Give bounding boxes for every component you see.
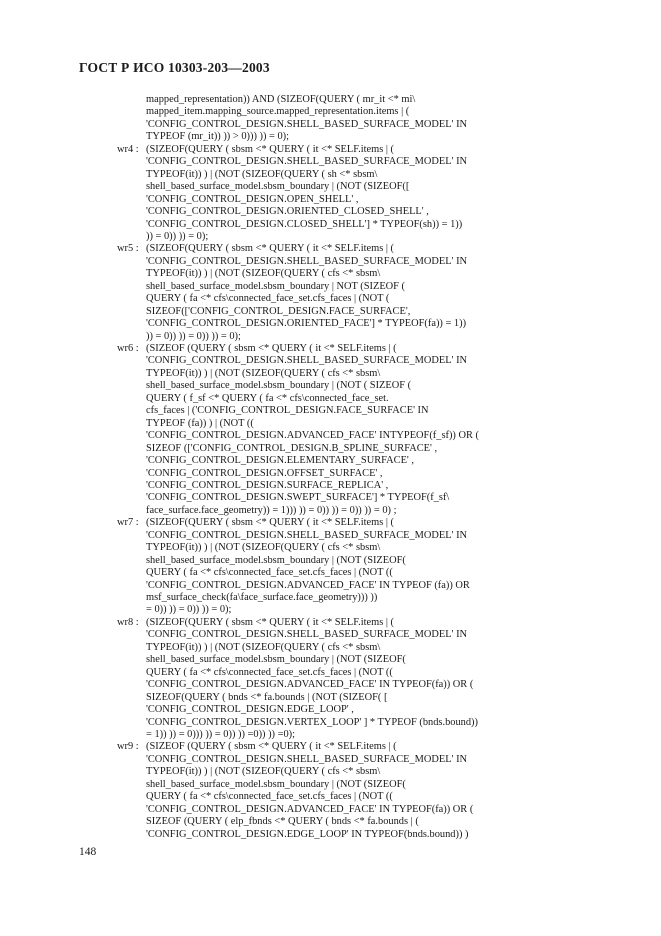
rule-label: wr8 : xyxy=(117,616,139,628)
code-line: TYPEOF(it)) ) | (NOT (SIZEOF(QUERY ( cfs <* sbsm\ xyxy=(146,542,381,554)
code-line: (SIZEOF(QUERY ( sbsm <* QUERY ( it <* SELF.items | ( xyxy=(146,143,395,155)
code-line: QUERY ( fa <* cfs\connected_face_set.cfs_faces | (NOT ( xyxy=(146,293,390,305)
code-line: TYPEOF(it)) ) | (NOT (SIZEOF(QUERY ( cfs <* sbsm\ xyxy=(146,641,381,653)
code-line: 'CONFIG_CONTROL_DESIGN.SHELL_BASED_SURFACE_MODEL' IN xyxy=(146,255,468,267)
code-line: shell_based_surface_model.sbsm_boundary | NOT (SIZEOF ( xyxy=(146,280,406,292)
code-line: 'CONFIG_CONTROL_DESIGN.ADVANCED_FACE' IN TYPEOF(fa)) OR ( xyxy=(146,679,474,691)
code-line: shell_based_surface_model.sbsm_boundary | (NOT (SIZEOF( xyxy=(146,554,406,566)
code-line: (SIZEOF(QUERY ( sbsm <* QUERY ( it <* SELF.items | ( xyxy=(146,517,395,529)
code-line: = 1)) )) = 0))) )) = 0)) )) =0)) )) =0); xyxy=(146,728,296,740)
rule-label: wr9 : xyxy=(117,741,139,753)
code-line: QUERY ( fa <* cfs\connected_face_set.cfs_faces | (NOT (( xyxy=(146,791,393,803)
rule-label: wr5 : xyxy=(117,243,139,255)
rule-label: wr7 : xyxy=(117,517,139,529)
code-line: msf_surface_check(fa\face_surface.face_geometry))) )) xyxy=(146,592,378,603)
code-line: shell_based_surface_model.sbsm_boundary | (NOT ( SIZEOF ( xyxy=(146,380,412,392)
code-line: shell_based_surface_model.sbsm_boundary | (NOT (SIZEOF([ xyxy=(146,181,410,193)
code-line: 'CONFIG_CONTROL_DESIGN.EDGE_LOOP' , xyxy=(146,704,354,716)
code-line: QUERY ( fa <* cfs\connected_face_set.cfs_faces | (NOT (( xyxy=(146,567,393,579)
code-line: TYPEOF(it)) ) | (NOT (SIZEOF(QUERY ( cfs <* sbsm\ xyxy=(146,367,381,379)
code-line: (SIZEOF (QUERY ( sbsm <* QUERY ( it <* SELF.items | ( xyxy=(146,741,397,753)
page-header: ГОСТ Р ИСО 10303-203—2003 xyxy=(79,60,270,75)
code-line: (SIZEOF(QUERY ( sbsm <* QUERY ( it <* SELF.items | ( xyxy=(146,616,395,628)
code-line: SIZEOF(QUERY ( bnds <* fa.bounds | (NOT (SIZEOF( [ xyxy=(146,691,388,703)
code-line: TYPEOF(it)) ) | (NOT (SIZEOF(QUERY ( cfs <* sbsm\ xyxy=(146,268,381,280)
code-line: 'CONFIG_CONTROL_DESIGN.CLOSED_SHELL'] * TYPEOF(sh)) = 1)) xyxy=(146,218,463,230)
code-line: 'CONFIG_CONTROL_DESIGN.ADVANCED_FACE' INTYPEOF(f_sf)) OR ( xyxy=(146,430,479,442)
code-line: shell_based_surface_model.sbsm_boundary | (NOT (SIZEOF( xyxy=(146,778,406,790)
code-line: )) = 0)) )) = 0); xyxy=(146,230,209,242)
code-line: cfs_faces | ('CONFIG_CONTROL_DESIGN.FACE_SURFACE' IN xyxy=(146,405,429,417)
code-line: 'CONFIG_CONTROL_DESIGN.ORIENTED_FACE'] * TYPEOF(fa)) = 1)) xyxy=(146,318,467,330)
code-line: SIZEOF (QUERY ( elp_fbnds <* QUERY ( bnds <* fa.bounds | ( xyxy=(146,816,419,828)
code-line: 'CONFIG_CONTROL_DESIGN.SHELL_BASED_SURFACE_MODEL' IN xyxy=(146,156,468,168)
code-line: 'CONFIG_CONTROL_DESIGN.SHELL_BASED_SURFACE_MODEL' IN xyxy=(146,629,468,641)
code-line: 'CONFIG_CONTROL_DESIGN.ADVANCED_FACE' IN TYPEOF(fa)) OR ( xyxy=(146,803,474,815)
code-line: 'CONFIG_CONTROL_DESIGN.VERTEX_LOOP' ] * TYPEOF (bnds.bound)) xyxy=(146,716,478,728)
code-line: 'CONFIG_CONTROL_DESIGN.EDGE_LOOP' IN TYPEOF(bnds.bound)) ) xyxy=(146,828,469,840)
code-line: face_surface.face_geometry)) = 1))) )) = 0)) )) = 0)) )) = 0) ; xyxy=(146,504,397,516)
code-line: 'CONFIG_CONTROL_DESIGN.ADVANCED_FACE' IN TYPEOF (fa)) OR xyxy=(146,579,470,591)
rule-label: wr4 : xyxy=(117,143,139,155)
code-line: )) = 0)) )) = 0)) )) = 0); xyxy=(146,330,241,342)
code-line: 'CONFIG_CONTROL_DESIGN.SHELL_BASED_SURFACE_MODEL' IN xyxy=(146,753,468,765)
code-line: 'CONFIG_CONTROL_DESIGN.SURFACE_REPLICA' , xyxy=(146,479,389,491)
code-line: 'CONFIG_CONTROL_DESIGN.SHELL_BASED_SURFACE_MODEL' IN xyxy=(146,118,468,130)
code-line: 'CONFIG_CONTROL_DESIGN.OPEN_SHELL' , xyxy=(146,193,359,205)
code-line: 'CONFIG_CONTROL_DESIGN.OFFSET_SURFACE' , xyxy=(146,467,383,479)
code-line: 'CONFIG_CONTROL_DESIGN.SWEPT_SURFACE'] * TYPEOF(f_sf\ xyxy=(146,492,450,504)
code-line: QUERY ( f_sf <* QUERY ( fa <* cfs\connected_face_set. xyxy=(146,392,389,404)
code-line: 'CONFIG_CONTROL_DESIGN.SHELL_BASED_SURFACE_MODEL' IN xyxy=(146,529,468,541)
page-number: 148 xyxy=(79,846,97,858)
code-line: 'CONFIG_CONTROL_DESIGN.ELEMENTARY_SURFACE' , xyxy=(146,455,414,467)
code-line: (SIZEOF (QUERY ( sbsm <* QUERY ( it <* SELF.items | ( xyxy=(146,343,397,354)
code-line: QUERY ( fa <* cfs\connected_face_set.cfs_faces | (NOT (( xyxy=(146,666,393,678)
code-line: TYPEOF (fa)) ) | (NOT (( xyxy=(146,417,254,429)
code-line: mapped_representation)) AND (SIZEOF(QUERY ( mr_it <* mi\ xyxy=(146,94,416,105)
code-line: (SIZEOF(QUERY ( sbsm <* QUERY ( it <* SELF.items | ( xyxy=(146,243,395,255)
code-line: 'CONFIG_CONTROL_DESIGN.SHELL_BASED_SURFACE_MODEL' IN xyxy=(146,355,468,367)
code-line: shell_based_surface_model.sbsm_boundary | (NOT (SIZEOF( xyxy=(146,654,406,666)
code-line: TYPEOF(it)) ) | (NOT (SIZEOF(QUERY ( sh <* sbsm\ xyxy=(146,168,378,180)
code-line: mapped_item.mapping_source.mapped_representation.items | ( xyxy=(146,106,410,118)
code-line: SIZEOF (['CONFIG_CONTROL_DESIGN.B_SPLINE_SURFACE' , xyxy=(146,442,438,454)
code-line: TYPEOF(it)) ) | (NOT (SIZEOF(QUERY ( cfs <* sbsm\ xyxy=(146,766,381,778)
code-line: 'CONFIG_CONTROL_DESIGN.ORIENTED_CLOSED_SHELL' , xyxy=(146,206,429,218)
rule-label: wr6 : xyxy=(117,343,139,354)
code-line: SIZEOF(['CONFIG_CONTROL_DESIGN.FACE_SURFACE', xyxy=(146,305,411,317)
code-line: TYPEOF (mr_it)) )) > 0))) )) = 0); xyxy=(146,131,290,143)
code-line: = 0)) )) = 0)) )) = 0); xyxy=(146,604,232,616)
